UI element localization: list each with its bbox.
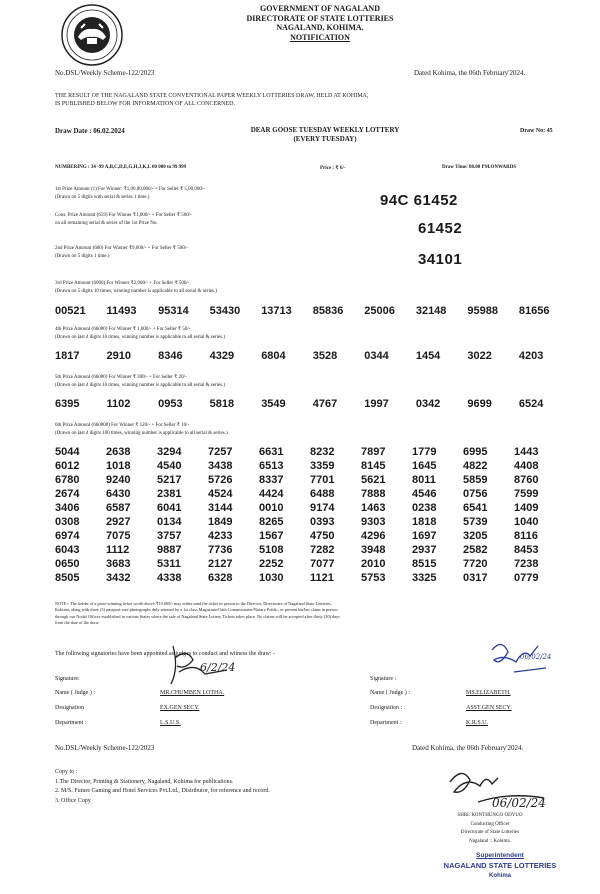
prize-number: 1018 xyxy=(106,460,131,472)
prize-number: 8453 xyxy=(514,544,539,556)
prize-number: 4424 xyxy=(259,488,284,500)
prize-number: 11493 xyxy=(106,305,137,317)
second-prize-number: 34101 xyxy=(418,251,463,268)
intro-text xyxy=(55,92,368,108)
prize-number: 5044 xyxy=(55,446,80,458)
prize-number: 1040 xyxy=(514,516,539,528)
left-sig-label: Signature: xyxy=(55,676,80,682)
prize-number: 0393 xyxy=(310,516,335,528)
fifth-prize-text xyxy=(55,374,225,390)
prize-number: 95988 xyxy=(467,305,498,317)
third-prize-rule: (Drawn on 5 digits 10 times, winning number is applicable to all serial & series.) xyxy=(55,289,217,294)
third-prize-numbers xyxy=(55,305,565,317)
prize-number: 3294 xyxy=(157,446,182,458)
prize-number: 1443 xyxy=(514,446,539,458)
prize-number: 4203 xyxy=(518,350,544,362)
prize-number: 6804 xyxy=(261,350,286,362)
prize-number: 3406 xyxy=(55,502,80,514)
prize-number: 4329 xyxy=(209,350,235,362)
dated-line: Dated Kohima, the 06th February'2024. xyxy=(414,69,526,77)
right-judge-designation: ASST.GEN SECY. xyxy=(466,705,512,711)
prize-number: 3144 xyxy=(208,502,233,514)
left-judge-department: L.S.U.S. xyxy=(160,720,181,726)
right-sig-label: Signature : xyxy=(370,676,397,682)
prize-number: 2910 xyxy=(106,350,132,362)
left-judge-name: MR.CHUMBEN LOTHA. xyxy=(160,690,225,696)
prize-number: 3528 xyxy=(312,350,338,362)
prize-number: 4408 xyxy=(514,460,539,472)
copy-to xyxy=(55,768,270,806)
prize-number: 85836 xyxy=(312,305,344,317)
fifth-prize-rule: (Drawn on last 4 digits 10 times, winning number is applicable to all serial & series.) xyxy=(55,383,226,388)
officer-block xyxy=(420,812,560,846)
draw-number: Draw No: 45 xyxy=(520,128,553,134)
prize-number: 3549 xyxy=(261,398,286,410)
note-line: NOTE:- The holder of a prize-winning ticket worth above ₹10,000/- may either send the ticket in person to the Director, Directorate of Nagaland State Lotteries, xyxy=(55,601,332,606)
fourth-prize-text xyxy=(55,326,225,342)
header-place: NAGALAND, KOHIMA. xyxy=(276,23,364,32)
prize-number: 7897 xyxy=(361,446,386,458)
note-line: from the date of the draw. xyxy=(55,620,100,626)
prize-number: 0779 xyxy=(514,572,539,584)
prize-number: 0650 xyxy=(55,558,80,570)
right-name-label: Name ( Judge ) : xyxy=(370,690,410,696)
stamp-line-3: Kohima xyxy=(488,873,511,879)
prize-number: 7736 xyxy=(208,544,233,556)
cons-prize-number: 61452 xyxy=(418,220,463,237)
prize-number: 3757 xyxy=(157,530,182,542)
prize-number: 8337 xyxy=(259,474,284,486)
right-desig-label: Designation : xyxy=(370,705,403,711)
prize-number: 6631 xyxy=(259,446,284,458)
prize-number: 1567 xyxy=(259,530,284,542)
fourth-prize-rule: (Drawn on last 4 digits 10 times, winning number is applicable to all serial & series.) xyxy=(55,335,226,340)
prize-number: 9303 xyxy=(361,516,386,528)
prize-number: 0953 xyxy=(158,398,183,410)
prize-number: 8265 xyxy=(259,516,284,528)
copy-to-label: Copy to : xyxy=(55,769,78,775)
prize-number: 8145 xyxy=(361,460,386,472)
prize-number: 7257 xyxy=(208,446,233,458)
prize-number: 3948 xyxy=(361,544,386,556)
prize-number: 2381 xyxy=(157,488,182,500)
prize-number: 2252 xyxy=(259,558,284,570)
prize-number: 00521 xyxy=(55,305,86,317)
prize-number: 8232 xyxy=(310,446,335,458)
cons-prize-amount: Cons. Prize Amount (659) For Winner ₹1,000/- + For Seller ₹ 500/- xyxy=(55,213,192,218)
sixth-prize-amount: 6th Prize Amount (660000) For Winner ₹ 120/- + For Seller ₹ 10/- xyxy=(55,423,190,428)
fourth-prize-amount: 4th Prize Amount (66000) For Winner ₹ 1,000/- + For Seller ₹ 50/- xyxy=(55,327,191,332)
officer-place: Nagaland :: Kohima. xyxy=(469,838,511,844)
header-notification: NOTIFICATION xyxy=(290,32,350,42)
prize-number: 0010 xyxy=(259,502,284,514)
prize-number: 1779 xyxy=(412,446,437,458)
prize-number: 0317 xyxy=(463,572,488,584)
prize-number: 32148 xyxy=(415,305,447,317)
prize-number: 2582 xyxy=(463,544,488,556)
prize-number: 6995 xyxy=(463,446,488,458)
prize-number: 1102 xyxy=(106,398,131,410)
copy-item: 1.The Director, Printing & Stationery, Nagaland, Kohima for publications. xyxy=(55,778,234,785)
prize-number: 13713 xyxy=(261,305,292,317)
claim-note xyxy=(55,601,340,627)
prize-number: 81656 xyxy=(518,305,550,317)
prize-number: 3325 xyxy=(412,572,437,584)
prize-number: 9240 xyxy=(106,474,131,486)
copy-item: 3. Office Copy xyxy=(55,797,91,804)
first-prize-number: 94C 61452 xyxy=(380,192,458,209)
nagaland-emblem-icon xyxy=(61,4,123,66)
lottery-subtitle: (EVERY TUESDAY) xyxy=(293,135,357,143)
prize-number: 7282 xyxy=(310,544,335,556)
second-prize-rule: (Drawn on 5 digits 1 time.) xyxy=(55,254,110,259)
prize-number: 0756 xyxy=(463,488,488,500)
prize-number: 3205 xyxy=(463,530,488,542)
prize-number: 4296 xyxy=(361,530,386,542)
prize-number: 5217 xyxy=(157,474,182,486)
intro-line-1: THE RESULT OF THE NAGALAND STATE CONVENTIONAL PAPER WEEKLY LOTTERIES DRAW, HELD AT KOHIMA, xyxy=(55,93,369,99)
prize-number: 5739 xyxy=(463,516,488,528)
prize-number: 7238 xyxy=(514,558,539,570)
prize-number: 4546 xyxy=(412,488,437,500)
right-judge-department: K.R.S.U. xyxy=(466,720,489,726)
prize-number: 0308 xyxy=(55,516,80,528)
prize-number: 8116 xyxy=(514,530,538,542)
prize-number: 9174 xyxy=(310,502,335,514)
prize-number: 2010 xyxy=(361,558,386,570)
reference-number: No.DSL/Weekly Scheme-122/2023 xyxy=(55,69,155,77)
prize-number: 6012 xyxy=(55,460,80,472)
prize-number: 0134 xyxy=(157,516,182,528)
prize-number: 9699 xyxy=(467,398,492,410)
official-stamp xyxy=(430,851,570,881)
prize-number: 5818 xyxy=(209,398,235,410)
prize-number: 6041 xyxy=(157,502,182,514)
prize-number: 4524 xyxy=(208,488,233,500)
header-directorate: DIRECTORATE OF STATE LOTTERIES xyxy=(246,13,394,23)
prize-number: 1818 xyxy=(412,516,437,528)
prize-number: 6587 xyxy=(106,502,131,514)
officer-name: SHRI. KONTHUNGO ODYUO xyxy=(457,813,523,818)
lottery-title xyxy=(205,126,445,144)
sixth-prize-rule: (Drawn on last 4 digits 100 times, winning number is applicable to all serial & series.) xyxy=(55,431,228,436)
prize-number: 3683 xyxy=(106,558,131,570)
prize-number: 5311 xyxy=(157,558,181,570)
prize-number: 2127 xyxy=(208,558,233,570)
prize-number: 25006 xyxy=(364,305,395,317)
first-prize-rule: (Drawn on 5 digits with serial & series 1 time.) xyxy=(55,195,150,200)
prize-number: 6488 xyxy=(310,488,335,500)
prize-number: 6974 xyxy=(55,530,80,542)
copy-item: 2. M/S. Future Gaming and Hotel Services Pvt.Ltd., Distributor, for reference and record. xyxy=(55,788,270,794)
cons-prize-rule: on all remaining serial & series of the 1st Prize No. xyxy=(55,221,158,226)
prize-number: 3438 xyxy=(208,460,233,472)
prize-number: 6043 xyxy=(55,544,80,556)
prize-number: 1849 xyxy=(208,516,233,528)
prize-number: 1463 xyxy=(361,502,386,514)
fifth-prize-numbers xyxy=(55,398,565,410)
prize-number: 3432 xyxy=(106,572,131,584)
prize-number: 4822 xyxy=(463,460,488,472)
prize-number: 6395 xyxy=(55,398,80,410)
left-judge-designation: EX.GEN SECY. xyxy=(160,705,200,711)
officer-title: Conducting Officer xyxy=(470,821,510,827)
prize-number: 4767 xyxy=(312,398,338,410)
prize-number: 1112 xyxy=(106,544,130,556)
prize-number: 95314 xyxy=(158,305,189,317)
sixth-prize-numbers xyxy=(55,446,565,585)
prize-number: 5726 xyxy=(208,474,233,486)
stamp-line-2: NAGALAND STATE LOTTERIES xyxy=(443,861,557,870)
lottery-name: DEAR GOOSE TUESDAY WEEKLY LOTTERY xyxy=(250,126,400,134)
ticket-price: Price : ₹ 6/- xyxy=(320,166,346,171)
prize-number: 0238 xyxy=(412,502,437,514)
prize-number: 2674 xyxy=(55,488,80,500)
header-govt: GOVERNMENT OF NAGALAND xyxy=(259,4,380,13)
prize-number: 2638 xyxy=(106,446,131,458)
left-signature-date: 6/2/24 xyxy=(200,661,236,674)
prize-number: 6524 xyxy=(518,398,544,410)
prize-number: 7701 xyxy=(310,474,335,486)
second-prize-amount: 2nd Prize Amount (600) For Winner ₹9,000/- + For Seller ₹ 500/- xyxy=(55,246,188,251)
prize-number: 0342 xyxy=(415,398,441,410)
prize-number: 6780 xyxy=(55,474,80,486)
draw-time: Draw Time: 08.00 PM.ONWARDS xyxy=(442,165,517,170)
prize-number: 3022 xyxy=(467,350,492,362)
prize-number: 7077 xyxy=(310,558,335,570)
prize-number: 4338 xyxy=(157,572,182,584)
prize-number: 7888 xyxy=(361,488,386,500)
third-prize-amount: 3rd Prize Amount (6000) For Winner ₹2,000/- + For Seller ₹ 500/- xyxy=(55,281,190,286)
left-desig-label: Designation xyxy=(55,705,84,711)
first-prize-amount: 1st Prize Amount (1) For Winner: ₹1,00,00,000/- + For Seller ₹ 5,00,000/- xyxy=(55,187,205,192)
prize-number: 4750 xyxy=(310,530,335,542)
prize-number: 6328 xyxy=(208,572,233,584)
prize-number: 8011 xyxy=(412,474,436,486)
prize-number: 9887 xyxy=(157,544,182,556)
intro-line-2: IS PUBLISHED BELOW FOR INFORMATION OF ALL CONCERNED. xyxy=(55,101,236,107)
prize-number: 5621 xyxy=(361,474,386,486)
prize-number: 8346 xyxy=(158,350,183,362)
prize-number: 3359 xyxy=(310,460,335,472)
prize-number: 6513 xyxy=(259,460,284,472)
note-line: through our Nodal Offices established in various States where the sale of Nagaland State Lottery Tickets takes place. No claims will be accepted after thirty (30) days xyxy=(55,613,340,619)
prize-number: 8505 xyxy=(55,572,80,584)
second-prize-text xyxy=(55,245,188,261)
prize-number: 4233 xyxy=(208,530,233,542)
prize-number: 1697 xyxy=(412,530,437,542)
prize-number: 6541 xyxy=(463,502,488,514)
prize-number: 1409 xyxy=(514,502,539,514)
left-dept-label: Department : xyxy=(55,720,87,726)
note-line: Kohima, along with three (3) passport-size photographs duly attested by a 1st class Magistrate/Oath Commissioner/Notary Public, or present his/her claim in person xyxy=(55,607,338,613)
right-signature-date: 06/02/24 xyxy=(520,653,552,661)
prize-number: 8760 xyxy=(514,474,539,486)
draw-date: Draw Date : 06.02.2024 xyxy=(55,127,125,135)
stamp-line-1: Superintendent xyxy=(476,852,524,859)
prize-number: 7075 xyxy=(106,530,131,542)
prize-number: 1454 xyxy=(415,350,441,362)
prize-number: 1645 xyxy=(412,460,437,472)
cons-prize-text xyxy=(55,212,192,228)
prize-number: 7599 xyxy=(514,488,539,500)
sixth-prize-text xyxy=(55,422,228,438)
fourth-prize-numbers xyxy=(55,350,565,362)
right-dept-label: Department : xyxy=(370,720,402,726)
fifth-prize-amount: 5th Prize Amount (66000) For Winner ₹ 300/- + For Seller ₹ 20/- xyxy=(55,375,187,380)
footer-dated: Dated Kohima, the 06th February'2024. xyxy=(412,744,524,752)
prize-number: 5753 xyxy=(361,572,386,584)
right-judge-name: MS.ELIZABETH. xyxy=(466,690,511,696)
prize-number: 1121 xyxy=(310,572,334,584)
numbering-range: NUMBERING : 34 -99 A,B,C,D,E,G,H,J,K,L 00 000 to 99 999 xyxy=(55,165,187,170)
footer-reference: No.DSL/Weekly Scheme-122/2023 xyxy=(55,744,155,752)
prize-number: 1030 xyxy=(259,572,284,584)
prize-number: 4540 xyxy=(157,460,182,472)
prize-number: 2937 xyxy=(412,544,437,556)
prize-number: 53430 xyxy=(209,305,241,317)
prize-number: 1817 xyxy=(55,350,80,362)
third-prize-text xyxy=(55,280,217,296)
judges-intro: The following signatories have been appointed as judges to conduct and witness the draw: - xyxy=(55,651,275,657)
officer-signature-date: 06/02/24 xyxy=(492,796,546,810)
prize-number: 8515 xyxy=(412,558,437,570)
left-name-label: Name ( Judge ) : xyxy=(55,690,95,696)
prize-number: 7720 xyxy=(463,558,488,570)
prize-number: 5108 xyxy=(259,544,284,556)
prize-number: 5859 xyxy=(463,474,488,486)
prize-number: 1997 xyxy=(364,398,389,410)
prize-number: 2927 xyxy=(106,516,131,528)
officer-department: Directorate of State Lotteries xyxy=(460,830,520,835)
prize-number: 6430 xyxy=(106,488,131,500)
first-prize-text xyxy=(55,186,205,202)
prize-number: 0344 xyxy=(364,350,389,362)
